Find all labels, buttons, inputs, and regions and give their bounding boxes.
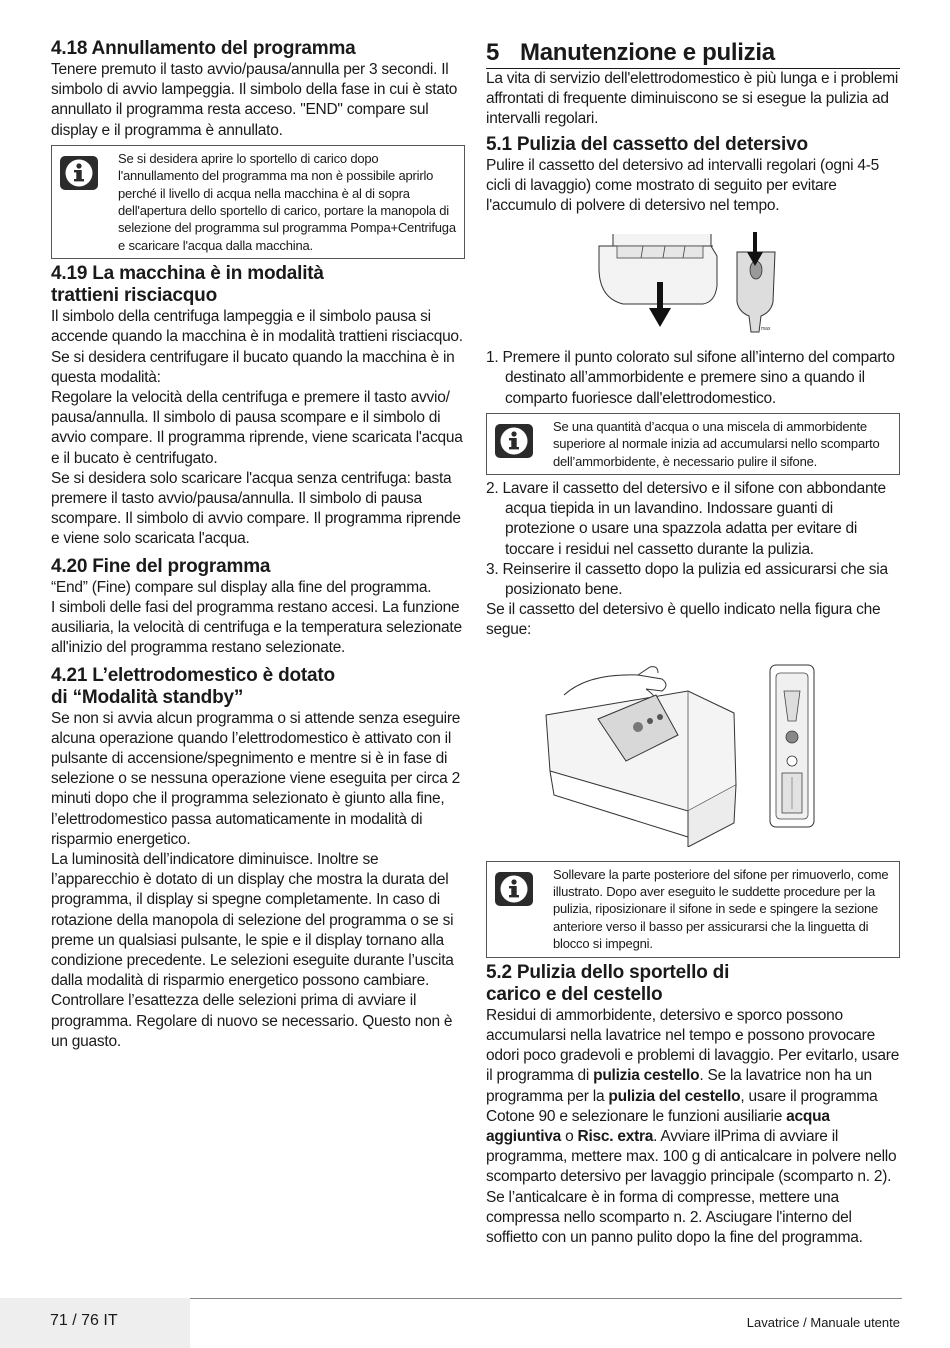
section-4-18-title: 4.18 Annullamento del programma	[51, 38, 356, 59]
info-note-text: Se una quantità d’acqua o una miscela di ammorbidente superiore al normale inizia ad accumularsi nello scomparto dell’ammorbidente, è necessario pulire il sifone.	[553, 418, 880, 469]
section-4-19-paragraph: Regolare la velocità della centrifuga e premere il tasto avvio/ pausa/annulla. Il simbolo di pausa scompare e il simbolo di avvio compare. Il programma riprende, viene scaricata l'acqua e il bucato è centrifugato.	[51, 389, 463, 467]
bold-term: pulizia del cestello	[608, 1087, 741, 1105]
section-5-2-paragraph	[486, 1006, 900, 1248]
drawer-siphon-removal-illustration	[538, 661, 848, 847]
section-5-1-title: 5.1 Pulizia del cassetto del detersivo	[486, 133, 808, 155]
text-run: o	[561, 1127, 578, 1145]
info-icon	[495, 872, 533, 906]
bold-term: acqua aggiuntiva	[486, 1107, 830, 1145]
chapter-title-text: Manutenzione e pulizia	[520, 39, 775, 66]
text-run: , usare il programma Cotone 90 e selezionare le funzioni ausiliarie	[486, 1087, 878, 1125]
section-4-20-paragraph: “End” (Fine) compare sul display alla fine del programma.	[51, 578, 432, 596]
page-number: 71 / 76 IT	[50, 1312, 118, 1329]
text-run: Residui di ammorbidente, detersivo e sporco possono accumularsi nella lavatrice nel tempo e possono provocare odori poco gradevoli e problemi di lavaggio. Per evitarlo, usare il programma di	[486, 1006, 900, 1085]
detergent-drawer-siphon-illustration	[593, 232, 793, 336]
bold-term: pulizia cestello	[593, 1067, 700, 1085]
text-run: . Se la lavatrice non ha un programma per la	[486, 1067, 872, 1105]
text-run: . Avviare ilPrima di avviare il programma, mettere max. 100 g di anticalcare in polvere nello scomparto detersivo per lavaggio principale (scomparto n. 2). Se l’anticalcare è in forma di compresse, mettere una compressa nello scomparto n. 2. Asciugare l'interno del soffietto con un panno pulito dopo la fine del programma.	[486, 1127, 897, 1246]
info-note-text: Sollevare la parte posteriore del sifone per rimuoverlo, come illustrato. Dopo aver eseguito le suddette procedure per la pulizia, riposizionare il sifone in sede e spingere la sezione anteriore verso il basso per assicurarsi che la linguetta di blocco si impegni.	[553, 866, 889, 952]
chapter-number: 5	[486, 39, 500, 66]
section-4-18-text: Tenere premuto il tasto avvio/pausa/annulla per 3 secondi. Il simbolo di avvio lampeggia. Il simbolo della fase in cui è stato annullato il programma resta acceso. "END" compare sul display e il programma è annullato.	[51, 61, 458, 139]
section-5-1-text: Pulire il cassetto del detersivo ad intervalli regolari (ogni 4-5 cicli di lavaggio) come mostrato di seguito per evitare l'accumulo di polvere di detersivo nel tempo.	[486, 156, 879, 215]
info-note-5-1	[486, 413, 900, 475]
section-5-2-title-line2: carico e del cestello	[486, 983, 663, 1005]
list-item: 2. Lavare il cassetto del detersivo e il sifone con abbondante acqua tiepida in un lavandino. Indossare guanti di protezione o usare una spazzola adatta per evitare di toccare i residui nel cassetto durante la pulizia.	[486, 480, 886, 558]
bold-term: Risc. extra	[577, 1127, 654, 1145]
cleaning-steps-list	[486, 479, 900, 600]
list-item: 1. Premere il punto colorato sul sifone all’interno del comparto destinato all’ammorbidente e premere sino a quando il comparto fuoriesce dall'elettrodomestico.	[486, 349, 895, 407]
footer-divider	[190, 1298, 902, 1299]
list-item: 3. Reinserire il cassetto dopo la pulizia ed assicurarsi che sia posizionato bene.	[486, 560, 888, 599]
section-4-20-paragraph: I simboli delle fasi del programma restano accesi. La funzione ausiliaria, la velocità di centrifuga e la temperatura selezionate all'inizio del programma restano selezionate.	[51, 598, 462, 657]
section-4-19-paragraph: Il simbolo della centrifuga lampeggia e il simbolo pausa si accende quando la macchina è in modalità trattieni risciacquo.	[51, 308, 463, 346]
drawer-variant-text: Se il cassetto del detersivo è quello indicato nella figura che segue:	[486, 601, 881, 639]
info-icon	[60, 156, 98, 190]
info-note-5-1-b	[486, 861, 900, 958]
section-4-21-title-line1: 4.21 L’elettrodomestico è dotato	[51, 664, 335, 686]
section-4-21-paragraph: Se non si avvia alcun programma o si attende senza eseguire alcuna operazione quando l’elettrodomestico è attivato con il pulsante di accensione/spegnimento e mentre si è in fase di selezione o se nessuna operazione viene eseguita per circa 2 minuti dopo che il programma selezionato è giunto alla fine, l’elettrodomestico passa automaticamente in modalità di risparmio energetico.	[51, 709, 461, 848]
cleaning-steps-list	[486, 348, 900, 409]
section-4-20-title: 4.20 Fine del programma	[51, 555, 271, 577]
left-column	[51, 38, 465, 1052]
info-icon	[495, 424, 533, 458]
manual-title: Lavatrice / Manuale utente	[746, 1315, 900, 1330]
section-4-19-title-line2: trattieni risciacquo	[51, 285, 217, 307]
chapter-5-intro: La vita di servizio dell'elettrodomestico è più lunga e i problemi affrontati di frequente diminuiscono se si esegue la pulizia ad intervalli regolari.	[486, 70, 899, 128]
siphon-max-label: max	[761, 326, 771, 333]
section-4-21-title-line2: di “Modalità standby”	[51, 686, 244, 708]
section-4-19-paragraph: Se si desidera solo scaricare l'acqua senza centrifuga: basta premere il tasto avvio/pausa/annulla. Il simbolo di pausa scompare. Il simbolo di avvio compare. Il programma riprende e viene solo scaricata l'acqua.	[51, 469, 461, 548]
section-5-2-title-line1: 5.2 Pulizia dello sportello di	[486, 961, 730, 983]
info-note-text: Se si desidera aprire lo sportello di carico dopo l'annullamento del programma ma non è possibile aprirlo perché il livello di acqua nella macchina è al di sopra dell'apertura dello sportello di carico, portare la manopola di selezione del programma sul programma Pompa+Centrifuga e scaricare l'acqua dalla macchina.	[118, 150, 456, 253]
section-4-21-paragraph: La luminosità dell’indicatore diminuisce. Inoltre se l’apparecchio è dotato di un display che mostra la durata del programma, il display si spegne completamente. In caso di rotazione della manopola di selezione del programma o se si preme un qualsiasi pulsante, le spie e il display tornano alla condizione precedente. Le selezioni eseguite durante l’uscita dalla modalità di risparmio energetico possono cambiare. Controllare l’esattezza delle selezioni prima di avviare il programma. Regolare di nuovo se necessario. Questo non è un guasto.	[51, 850, 454, 1050]
section-4-19-title-line1: 4.19 La macchina è in modalità	[51, 263, 324, 285]
section-4-19-paragraph: Se si desidera centrifugare il bucato quando la macchina è in questa modalità:	[51, 348, 455, 386]
right-column	[486, 38, 900, 1248]
info-note-4-18	[51, 145, 465, 259]
chapter-5-title	[486, 38, 900, 69]
